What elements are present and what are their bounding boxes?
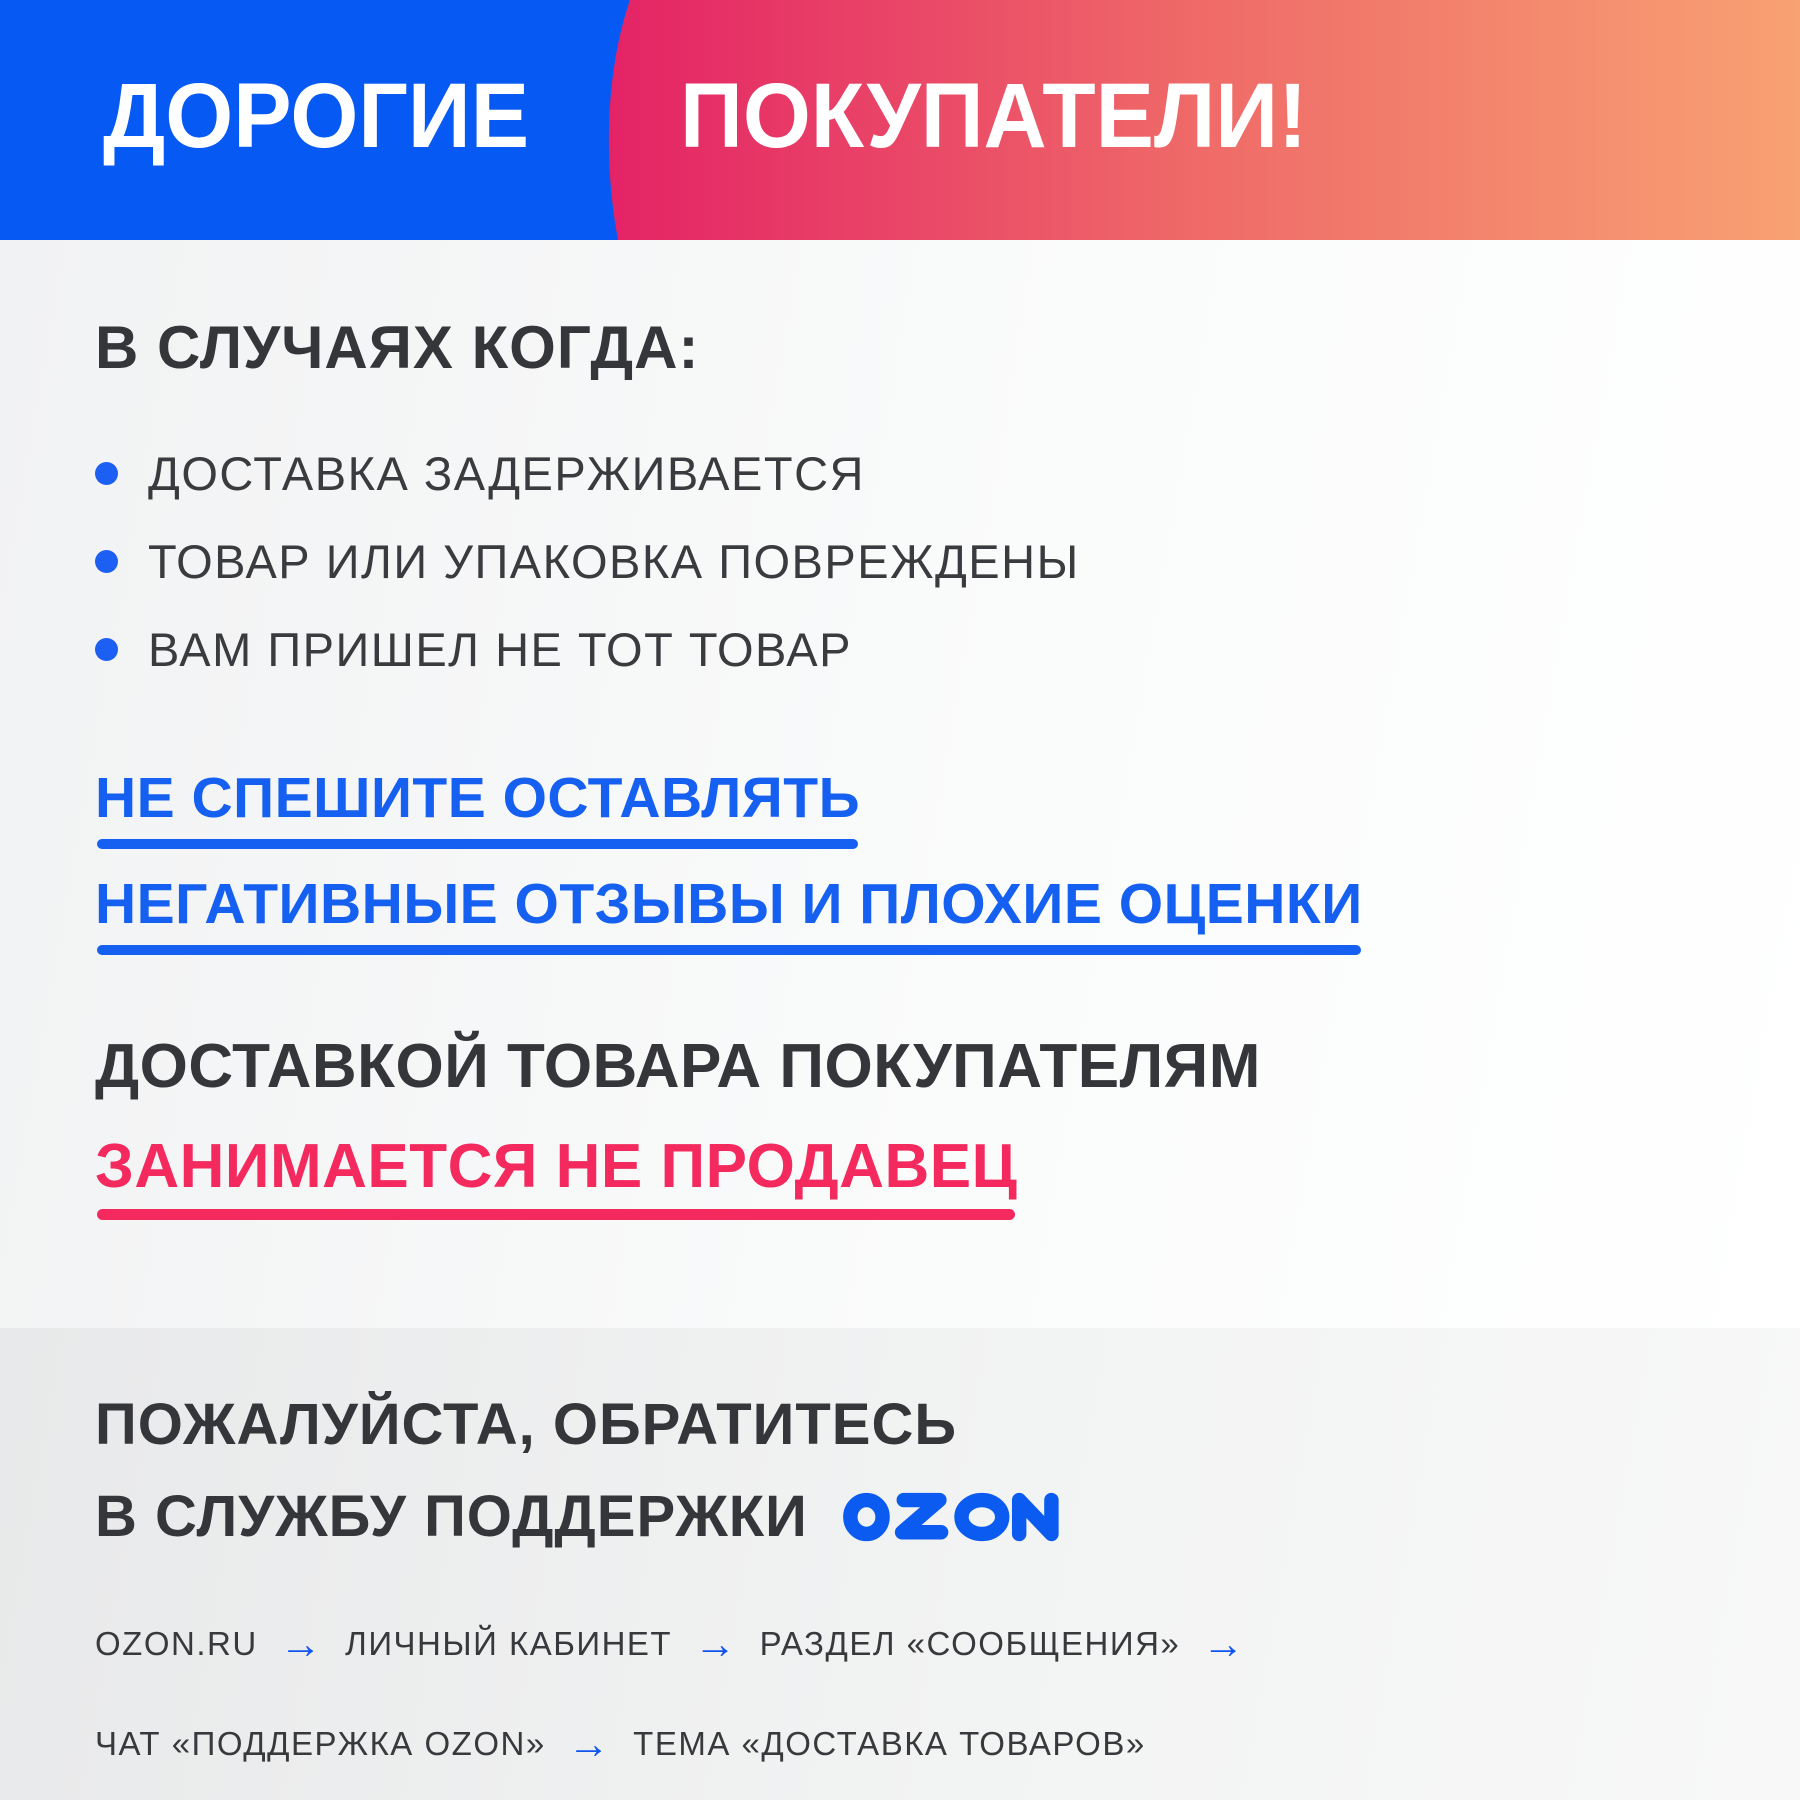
arrow-icon: → [567, 1720, 612, 1768]
arrow-icon: → [694, 1620, 738, 1668]
path-step-messages: РАЗДЕЛ «СООБЩЕНИЯ» [759, 1625, 1181, 1662]
appeal-line-2 [95, 1484, 1068, 1549]
underlined-warning-text: НЕГАТИВНЫЕ ОТЗЫВЫ И ПЛОХИЕ ОЦЕНКИ [95, 872, 1363, 936]
delivery-note-line: ДОСТАВКОЙ ТОВАРА ПОКУПАТЕЛЯМ [95, 1032, 1261, 1101]
arrow-icon: → [279, 1620, 324, 1668]
bullet-dot-icon [95, 638, 118, 661]
warning-line-2 [95, 872, 1363, 936]
path-step-account: ЛИЧНЫЙ КАБИНЕТ [345, 1625, 673, 1662]
warning-line-1 [95, 766, 1363, 830]
support-path [95, 1620, 1268, 1800]
bullet-dot-icon [95, 550, 118, 573]
support-path-line-2 [95, 1720, 1268, 1768]
ozon-logo [838, 1489, 1068, 1545]
banner [0, 0, 1800, 240]
banner-word-right: ПОКУПАТЕЛИ! [680, 65, 1308, 167]
support-path-line-1 [95, 1620, 1268, 1668]
appeal-line-2-text: В СЛУЖБУ ПОДДЕРЖКИ [95, 1484, 808, 1549]
cases-heading: В СЛУЧАЯХ КОГДА: [95, 314, 700, 381]
underlined-highlight-text: ЗАНИМАЕТСЯ НЕ ПРОДАВЕЦ [95, 1132, 1018, 1201]
main-section [0, 240, 1800, 1328]
path-step-support-chat: ЧАТ «ПОДДЕРЖКА OZON» [95, 1725, 546, 1762]
arrow-icon: → [1202, 1620, 1246, 1668]
delivery-highlight-line [95, 1132, 1018, 1201]
footer-section [0, 1328, 1800, 1800]
underlined-warning-text: НЕ СПЕШИТЕ ОСТАВЛЯТЬ [95, 766, 861, 830]
bullet-text: ДОСТАВКА ЗАДЕРЖИВАЕТСЯ [148, 446, 865, 500]
bullet-text: ВАМ ПРИШЕЛ НЕ ТОТ ТОВАР [148, 622, 852, 676]
bullet-list [95, 446, 1080, 713]
list-item [95, 622, 1080, 676]
path-step-topic: ТЕМА «ДОСТАВКА ТОВАРОВ» [633, 1725, 1146, 1762]
banner-word-left: ДОРОГИЕ [103, 65, 530, 167]
bullet-text: ТОВАР ИЛИ УПАКОВКА ПОВРЕЖДЕНЫ [148, 534, 1080, 588]
list-item [95, 446, 1080, 500]
appeal-line-1: ПОЖАЛУЙСТА, ОБРАТИТЕСЬ [95, 1392, 958, 1457]
warning-block [95, 766, 1363, 982]
list-item [95, 534, 1080, 588]
path-step-ozon-ru: OZON.RU [95, 1625, 258, 1662]
bullet-dot-icon [95, 462, 118, 485]
